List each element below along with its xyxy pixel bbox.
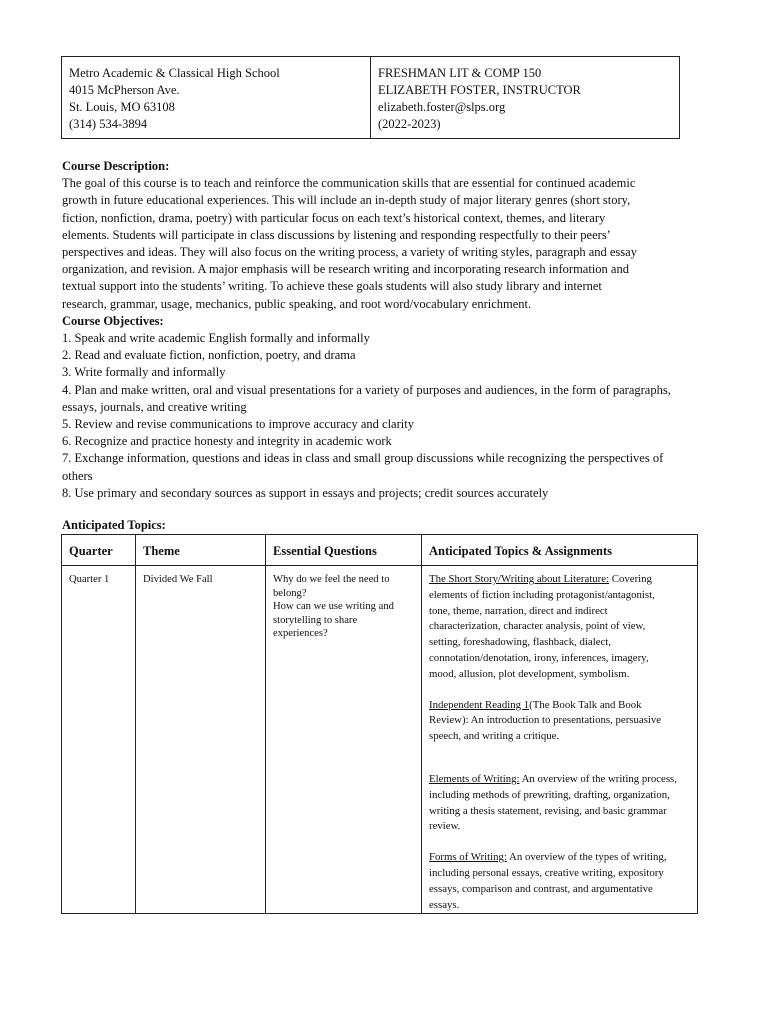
description-line: research, grammar, usage, mechanics, public speaking, and root word/vocabulary enrichment. (62, 296, 532, 311)
assignment-text: essays. (429, 898, 460, 911)
assignment-text: An overview of the types of writing, (506, 851, 667, 864)
column-header-questions: Essential Questions (273, 544, 377, 558)
course-title: FRESHMAN LIT & COMP 150 (378, 66, 542, 80)
assignments-cell (429, 572, 694, 913)
objective-item: others (62, 468, 93, 483)
objective-item: 2. Read and evaluate fiction, nonfiction, poetry, and drama (62, 348, 356, 363)
objective-item: 1. Speak and write academic English formally and informally (62, 331, 370, 346)
objective-item: 5. Review and revise communications to improve accuracy and clarity (62, 417, 414, 432)
assignment-text: setting, foreshadowing, flashback, dialect, (429, 636, 611, 649)
assignment-title: Elements of Writing: (429, 772, 520, 785)
assignment-text: Covering (609, 573, 652, 585)
assignment-title: The Short Story/Writing about Literature: (429, 573, 610, 585)
description-line: perspectives and ideas. They will also focus on the writing process, a variety of writing styles, paragraph and essay (62, 245, 637, 260)
assignment-text: tone, theme, narration, direct and indirect (429, 604, 608, 617)
description-line: textual support into the students’ writing. To achieve these goals students will also study library and internet (62, 279, 602, 294)
assignment-text: characterization, character analysis, point of view, (429, 620, 646, 633)
question-line: storytelling to share (273, 614, 358, 626)
assignment-title: Independent Reading 1 (429, 698, 530, 711)
question-line: experiences? (273, 628, 328, 640)
assignment-text: including methods of prewriting, drafting, organization, (429, 788, 670, 801)
column-header-theme: Theme (143, 544, 180, 558)
school-phone: (314) 534-3894 (69, 117, 148, 131)
description-line: organization, and revision. A major emphasis will be research writing and incorporating research information and (62, 262, 629, 277)
assignment-independent-reading (429, 698, 694, 745)
description-line: elements. Students will participate in class discussions by listening and responding respectfully to their peers’ (62, 227, 611, 242)
objective-item: 4. Plan and make written, oral and visual presentations for a variety of purposes and audiences, in the form of paragraphs, (62, 382, 671, 397)
topics-heading: Anticipated Topics: (62, 518, 166, 532)
course-info (371, 57, 679, 138)
assignment-text: essays, comparison and contrast, and argumentative (429, 882, 653, 895)
assignment-text: elements of fiction including protagonist/antagonist, (429, 588, 655, 601)
assignment-elements-of-writing (429, 772, 694, 835)
assignment-text: speech, and writing a critique. (429, 730, 560, 743)
column-header-assignments: Anticipated Topics & Assignments (429, 544, 613, 558)
question-line: Why do we feel the need to (273, 574, 390, 585)
objectives-heading: Course Objectives: (62, 313, 164, 328)
column-divider (135, 535, 136, 913)
assignment-text: (The Book Talk and Book (529, 698, 642, 711)
objective-item: 6. Recognize and practice honesty and integrity in academic work (62, 434, 392, 449)
description-line: fiction, nonfiction, drama, poetry) with particular focus on each text’s historical context, themes, and literary (62, 210, 606, 225)
theme-cell: Divided We Fall (143, 574, 213, 585)
assignment-text: including personal essays, creative writing, expository (429, 866, 664, 879)
school-year: (2022-2023) (378, 117, 441, 131)
question-line: belong? (273, 587, 307, 599)
assignment-text: connotation/denotation, irony, inferences, imagery, (429, 651, 649, 664)
question-line: How can we use writing and (273, 601, 394, 613)
assignment-text: writing a thesis statement, revising, and basic grammar (429, 804, 667, 817)
instructor-name: ELIZABETH FOSTER, INSTRUCTOR (378, 83, 581, 97)
column-divider (421, 535, 422, 913)
column-divider (265, 535, 266, 913)
questions-cell (273, 573, 413, 641)
assignment-forms-of-writing (429, 850, 694, 913)
objective-item: 8. Use primary and secondary sources as support in essays and projects; credit sources accurately (62, 485, 549, 500)
school-name: Metro Academic & Classical High School (69, 66, 280, 80)
assignment-text: An overview of the writing process, (519, 772, 677, 785)
school-city: St. Louis, MO 63108 (69, 100, 175, 114)
assignment-text: review. (429, 820, 461, 833)
column-header-quarter: Quarter (69, 544, 113, 558)
header-row-divider (62, 565, 697, 566)
assignment-short-story (429, 572, 694, 683)
school-info (62, 57, 371, 138)
quarter-cell: Quarter 1 (69, 574, 110, 585)
description-line: growth in future educational experiences. This will include an in-depth study of major literary genres (short story, (62, 193, 631, 208)
school-address: 4015 McPherson Ave. (69, 83, 180, 97)
objective-item: essays, journals, and creative writing (62, 399, 247, 414)
assignment-title: Forms of Writing: (429, 851, 507, 864)
assignment-text: mood, allusion, plot development, symbolism. (429, 667, 630, 680)
description-heading: Course Description: (62, 159, 170, 173)
course-body (62, 158, 692, 502)
description-line: The goal of this course is to teach and reinforce the communication skills that are essential for continued academic (62, 176, 636, 191)
objective-item: 3. Write formally and informally (62, 365, 226, 380)
instructor-email[interactable]: elizabeth.foster@slps.org (378, 100, 506, 114)
header-table (61, 56, 680, 139)
topics-table (61, 534, 698, 914)
objective-item: 7. Exchange information, questions and ideas in class and small group discussions while recognizing the perspectives of (62, 451, 664, 466)
assignment-text: Review): An introduction to presentations, persuasive (429, 714, 662, 727)
